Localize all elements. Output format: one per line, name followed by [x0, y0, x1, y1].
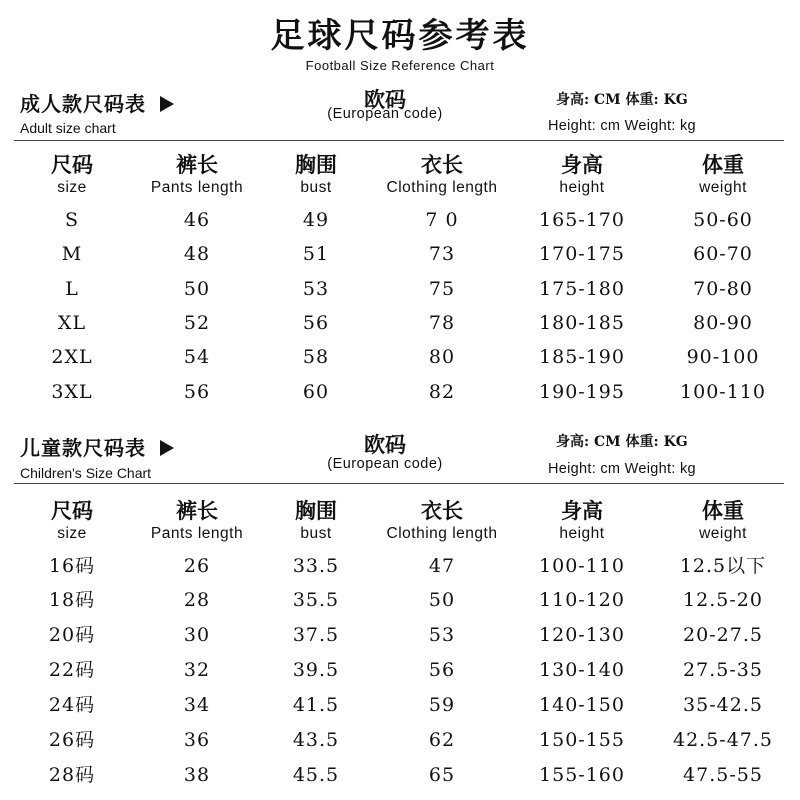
- table-row: [0, 549, 800, 583]
- table-row: [0, 340, 800, 374]
- size-cell: XL: [57, 312, 87, 334]
- bust-cell: 56: [302, 312, 330, 334]
- adult-euro-label: 欧码: [364, 87, 406, 112]
- table-row: [0, 306, 800, 340]
- height-cell: 180-185: [539, 312, 625, 334]
- bust-cell: 60: [302, 381, 330, 403]
- bust-cell: 53: [302, 278, 330, 300]
- bust-cell: 39.5: [292, 659, 340, 681]
- table-row: [0, 758, 800, 792]
- weight-cell: 60-70: [693, 243, 753, 265]
- pants-length-cell: 48: [183, 243, 211, 265]
- adult-header-row: [0, 152, 800, 204]
- table-row: [0, 618, 800, 652]
- pants-length-cell: 34: [183, 694, 211, 716]
- header-weight: [643, 498, 800, 544]
- header-clothing-length: [362, 152, 522, 198]
- pants-length-cell: 50: [183, 278, 211, 300]
- clothing-length-cell: 73: [428, 243, 456, 265]
- adult-section-title: [20, 88, 174, 117]
- height-cell: 155-160: [539, 764, 625, 786]
- weight-cell: 12.5-20: [683, 589, 763, 611]
- pants-length-cell: 28: [183, 589, 211, 611]
- bust-cell: 37.5: [292, 624, 340, 646]
- weight-cell: 50-60: [693, 209, 753, 231]
- header-clothing-length: [362, 498, 522, 544]
- children-section-title: [20, 432, 174, 461]
- table-row: [0, 653, 800, 687]
- bust-cell: 33.5: [292, 555, 340, 577]
- height-cell: 185-190: [539, 346, 625, 368]
- clothing-length-cell: 65: [428, 764, 456, 786]
- header-weight: [643, 152, 800, 198]
- children-units-cn: 身高: CM 体重: KG: [556, 434, 688, 450]
- header-clothing-length-en: Clothing length: [386, 179, 498, 196]
- play-arrow-icon: [160, 440, 174, 456]
- table-row: [0, 723, 800, 757]
- size-cell: S: [64, 209, 80, 231]
- bust-cell: 45.5: [292, 764, 340, 786]
- pants-length-cell: 52: [183, 312, 211, 334]
- header-weight-cn: 体重: [702, 152, 744, 177]
- height-cell: 150-155: [539, 729, 625, 751]
- header-bust-en: bust: [300, 179, 332, 196]
- size-cell: 28码: [48, 764, 96, 786]
- pants-length-cell: 30: [183, 624, 211, 646]
- play-arrow-icon: [160, 96, 174, 112]
- adult-divider: [14, 140, 784, 141]
- table-row: [0, 583, 800, 617]
- bust-cell: 58: [302, 346, 330, 368]
- clothing-length-cell: 80: [428, 346, 456, 368]
- header-height-cn: 身高: [561, 498, 603, 523]
- height-cell: 120-130: [539, 624, 625, 646]
- page-title: 足球尺码参考表: [270, 16, 530, 56]
- table-row: [0, 237, 800, 271]
- header-size-en: size: [57, 525, 87, 542]
- header-height-en: height: [559, 525, 605, 542]
- size-cell: 22码: [48, 659, 96, 681]
- table-row: [0, 688, 800, 722]
- table-row: [0, 272, 800, 306]
- clothing-length-cell: 75: [428, 278, 456, 300]
- table-row: [0, 203, 800, 237]
- table-row: [0, 375, 800, 409]
- adult-section-title-text: 成人款尺码表: [20, 92, 146, 116]
- weight-cell: 20-27.5: [683, 624, 763, 646]
- bust-cell: 35.5: [292, 589, 340, 611]
- header-height: [502, 152, 662, 198]
- header-bust-cn: 胸围: [295, 498, 337, 523]
- header-pants-length-cn: 裤长: [176, 498, 218, 523]
- height-cell: 165-170: [539, 209, 625, 231]
- adult-euro-label-en: (European code): [327, 106, 443, 122]
- bust-cell: 43.5: [292, 729, 340, 751]
- height-cell: 170-175: [539, 243, 625, 265]
- header-height-en: height: [559, 179, 605, 196]
- pants-length-cell: 54: [183, 346, 211, 368]
- bust-cell: 41.5: [292, 694, 340, 716]
- header-pants-length-en: Pants length: [150, 179, 244, 196]
- pants-length-cell: 38: [183, 764, 211, 786]
- header-clothing-length-cn: 衣长: [421, 152, 463, 177]
- clothing-length-cell: 59: [428, 694, 456, 716]
- children-section-subtitle: Children's Size Chart: [20, 465, 152, 481]
- clothing-length-cell: 47: [428, 555, 456, 577]
- clothing-length-cell: 82: [428, 381, 456, 403]
- weight-cell: 47.5-55: [683, 764, 763, 786]
- weight-cell: 35-42.5: [683, 694, 763, 716]
- children-euro-label-en: (European code): [327, 456, 443, 472]
- clothing-length-cell: 62: [428, 729, 456, 751]
- weight-cell: 27.5-35: [683, 659, 763, 681]
- clothing-length-cell: 78: [428, 312, 456, 334]
- bust-cell: 49: [302, 209, 330, 231]
- clothing-length-cell: 56: [428, 659, 456, 681]
- header-clothing-length-en: Clothing length: [386, 525, 498, 542]
- size-cell: 24码: [48, 694, 96, 716]
- height-cell: 140-150: [539, 694, 625, 716]
- size-cell: 18码: [48, 589, 96, 611]
- pants-length-cell: 36: [183, 729, 211, 751]
- header-size-cn: 尺码: [51, 498, 93, 523]
- height-cell: 190-195: [539, 381, 625, 403]
- children-section-title-text: 儿童款尺码表: [20, 436, 146, 460]
- header-weight-en: weight: [699, 525, 747, 542]
- header-weight-en: weight: [699, 179, 747, 196]
- clothing-length-cell: 7 0: [425, 209, 459, 231]
- adult-units-en: Height: cm Weight: kg: [548, 118, 696, 134]
- header-height: [502, 498, 662, 544]
- children-divider: [14, 483, 784, 484]
- adult-units-cn: 身高: CM 体重: KG: [556, 92, 688, 108]
- header-size-en: size: [57, 179, 87, 196]
- height-cell: 175-180: [539, 278, 625, 300]
- size-cell: 16码: [48, 555, 96, 577]
- height-cell: 100-110: [539, 555, 625, 577]
- weight-cell: 42.5-47.5: [672, 729, 774, 751]
- header-weight-cn: 体重: [702, 498, 744, 523]
- size-cell: L: [65, 278, 79, 300]
- children-units-en: Height: cm Weight: kg: [548, 461, 696, 477]
- adult-section-subtitle: Adult size chart: [20, 120, 116, 136]
- header-clothing-length-cn: 衣长: [421, 498, 463, 523]
- height-cell: 110-120: [539, 589, 625, 611]
- header-bust-cn: 胸围: [295, 152, 337, 177]
- height-cell: 130-140: [539, 659, 625, 681]
- pants-length-cell: 46: [183, 209, 211, 231]
- clothing-length-cell: 50: [428, 589, 456, 611]
- children-header-row: [0, 498, 800, 550]
- pants-length-cell: 56: [183, 381, 211, 403]
- pants-length-cell: 26: [183, 555, 211, 577]
- size-cell: 2XL: [51, 346, 93, 368]
- header-pants-length-cn: 裤长: [176, 152, 218, 177]
- clothing-length-cell: 53: [428, 624, 456, 646]
- weight-cell: 12.5以下: [679, 555, 767, 577]
- weight-cell: 90-100: [686, 346, 760, 368]
- pants-length-cell: 32: [183, 659, 211, 681]
- header-height-cn: 身高: [561, 152, 603, 177]
- size-cell: 3XL: [51, 381, 93, 403]
- header-pants-length-en: Pants length: [150, 525, 244, 542]
- weight-cell: 70-80: [693, 278, 753, 300]
- size-cell: 26码: [48, 729, 96, 751]
- children-euro-label: 欧码: [364, 432, 406, 457]
- header-size-cn: 尺码: [51, 152, 93, 177]
- header-bust-en: bust: [300, 525, 332, 542]
- size-cell: M: [61, 243, 83, 265]
- weight-cell: 80-90: [693, 312, 753, 334]
- bust-cell: 51: [302, 243, 330, 265]
- page-subtitle: Football Size Reference Chart: [305, 58, 495, 73]
- weight-cell: 100-110: [680, 381, 766, 403]
- size-cell: 20码: [48, 624, 96, 646]
